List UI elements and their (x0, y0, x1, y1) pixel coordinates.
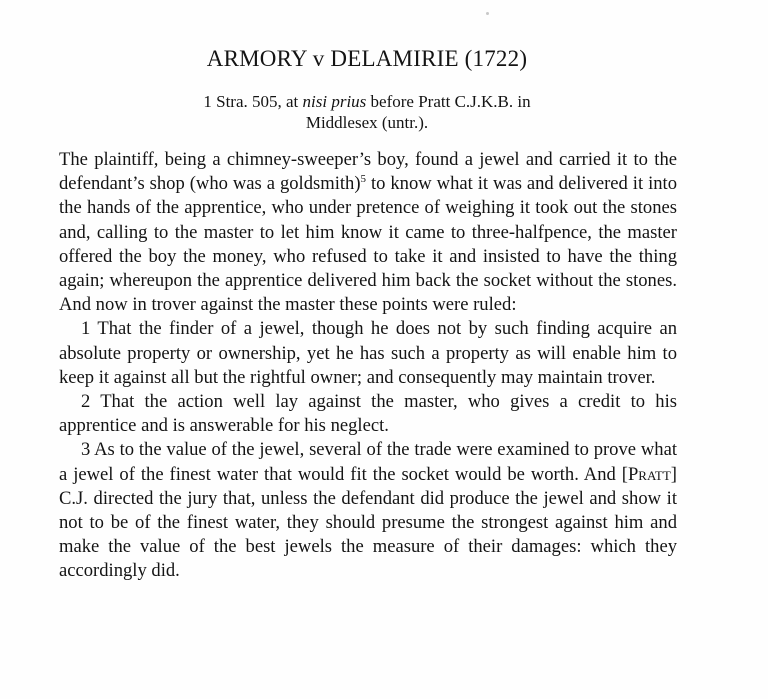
ruling-point-3 (59, 438, 677, 583)
citation-line-1 (0, 91, 734, 112)
case-body (59, 148, 677, 584)
point-3-text-start: 3 As to the value of the jewel, several of the trade were examined to prove what a jewel of the finest water that would fit the socket would be worth. And [ (59, 439, 677, 485)
ruling-point-2: 2 That the action well lay against the master, who gives a credit to his apprentice and is answerable for his neglect. (59, 391, 677, 437)
ruling-point-1: 1 That the finder of a jewel, though he does not by such finding acquire an absolute property or ownership, yet he has such a property as will enable him to keep it against all but the rightful owner; and consequently may maintain trover. (59, 318, 677, 388)
citation-court: before Pratt C.J.K.B. in (366, 92, 531, 111)
citation-reporter: 1 Stra. 505, at (203, 92, 303, 111)
scan-speck (486, 12, 489, 15)
citation-line-2: Middlesex (untr.). (305, 113, 429, 132)
case-title: ARMORY v DELAMIRIE (1722) (206, 46, 528, 71)
case-citation (0, 91, 734, 133)
facts-paragraph (59, 148, 677, 317)
footnote-reference: 5 (360, 173, 367, 186)
facts-text-end: to know what it was and delivered it into the hands of the apprentice, who under pretence of weighing it took out the stones and, calling to the master to let him know it came to three-halfpence, the master offered the boy the money, who refused to take it and insisted to have the thing again; whereupon the apprentice delivered him back the socket without the stones. And now in trover against the master these points were ruled: (59, 173, 677, 316)
judge-name: Pratt (627, 463, 671, 485)
point-3-text-end: ] C.J. directed the jury that, unless the defendant did produce the jewel and show it not to be of the finest water, they should presume the strongest against him and make the value of the best jewels the measure of their damages: which they accordingly did. (59, 463, 677, 582)
citation-nisi-prius: nisi prius (302, 92, 367, 111)
facts-text-start: The plaintiff, being a chimney-sweeper’s boy, found a jewel and carried it to the defendant’s shop (who was a goldsmith) (59, 149, 677, 195)
